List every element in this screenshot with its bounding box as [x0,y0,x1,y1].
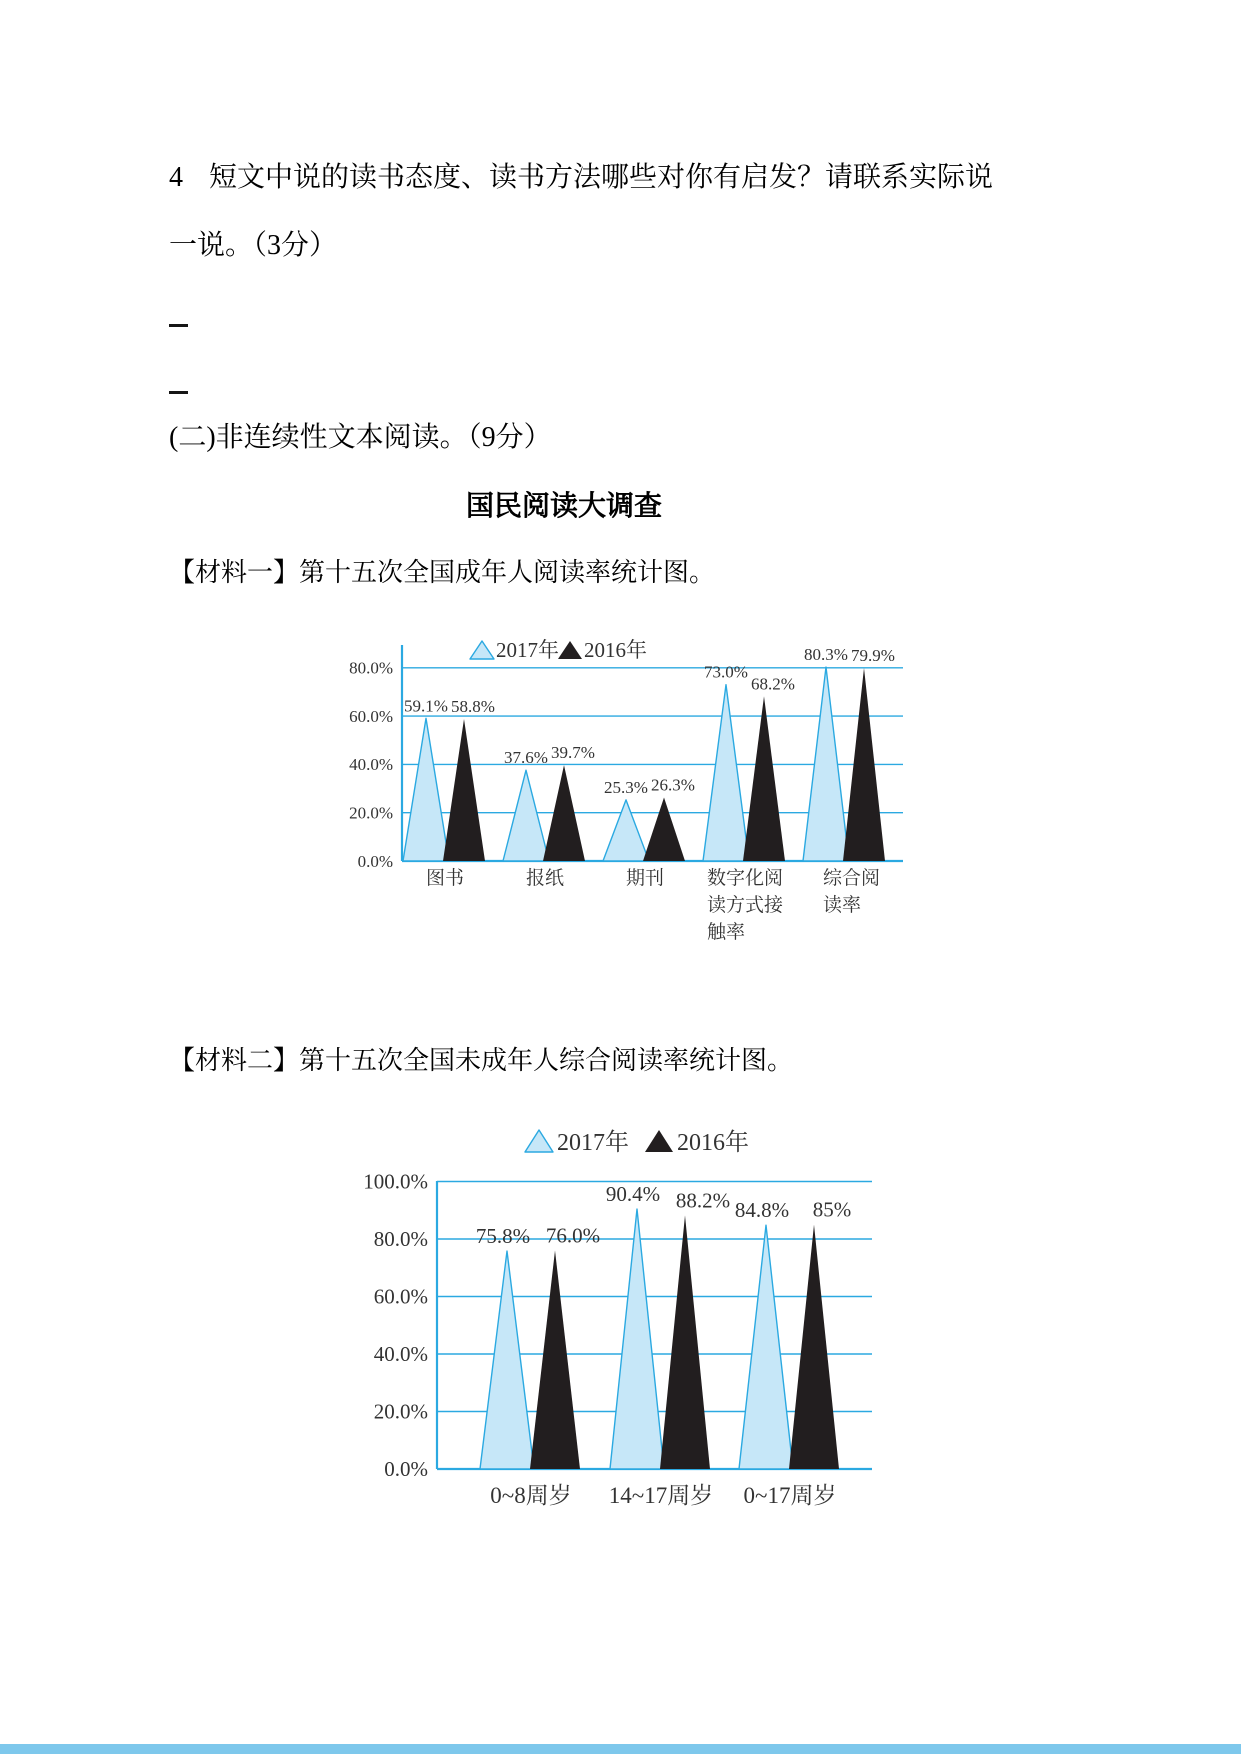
y-tick-label: 40.0% [373,1342,428,1367]
category-label: 读方式接 [707,895,784,916]
legend-label: 2016年 [677,1130,749,1156]
triangle-mark [480,1251,534,1469]
category-label: 图书 [425,868,465,889]
legend-marker-triangle-2017年 [470,641,494,659]
page-bottom-band [0,1744,1241,1754]
legend-label: 2016年 [584,638,647,662]
triangle-mark [603,800,649,861]
value-label: 80.3% [804,645,848,665]
triangle-mark [610,1209,664,1469]
y-tick-label: 40.0% [349,755,393,775]
y-tick-label: 0.0% [384,1457,428,1482]
y-tick-label: 0.0% [357,851,393,871]
value-label: 68.2% [751,674,795,694]
triangle-mark [643,797,685,861]
adult-reading-rate-chart [320,600,940,990]
triangle-mark [503,770,549,861]
y-tick-label: 20.0% [349,803,393,823]
legend-marker-triangle-2017年 [525,1130,553,1152]
material-1-heading: 【材料一】第十五次全国成年人阅读率统计图。 [169,558,716,587]
triangle-mark [703,685,749,861]
survey-title: 国民阅读大调查 [465,491,662,522]
legend-marker-triangle-2016年 [645,1130,673,1152]
chart1-svg [320,600,940,990]
triangle-mark [743,696,785,861]
material-2-heading: 【材料二】第十五次全国未成年人综合阅读率统计图。 [169,1046,794,1075]
section-heading: (二)非连续性文本阅读。（9分） [169,422,552,453]
question-number: 4 [169,162,183,193]
value-label: 26.3% [651,775,695,795]
category-label: 期刊 [625,868,665,889]
question-4-line1 [169,158,993,198]
triangle-mark [530,1251,580,1470]
legend-label: 2017年 [496,638,559,662]
triangle-mark [789,1225,839,1469]
value-label: 58.8% [451,696,495,716]
value-label: 25.3% [604,777,648,797]
y-tick-label: 80.0% [349,658,393,678]
legend-marker-triangle-2016年 [558,641,582,659]
legend-label: 2017年 [557,1130,629,1156]
triangle-mark [443,719,485,861]
question-4-line2: 一说。（3分） [169,230,338,261]
answer-blank-line-2 [169,391,188,394]
category-label: 数字化阅 [707,868,784,889]
value-label: 39.7% [551,743,595,763]
minor-reading-rate-chart [340,1118,940,1540]
value-label: 76.0% [545,1223,601,1248]
y-tick-label: 100.0% [363,1169,428,1194]
category-label: 0~8周岁 [490,1483,572,1508]
value-label: 84.8% [734,1198,790,1223]
value-label: 85% [812,1197,852,1222]
category-label: 触率 [707,922,746,943]
category-label: 14~17周岁 [608,1483,714,1508]
chart2-svg [340,1118,940,1540]
question-text: 短文中说的读书态度、读书方法哪些对你有启发？请联系实际说 [209,162,994,193]
y-tick-label: 60.0% [349,706,393,726]
triangle-mark [403,718,449,861]
y-tick-label: 20.0% [373,1399,428,1424]
y-tick-label: 60.0% [373,1284,428,1309]
y-tick-label: 80.0% [373,1227,428,1252]
value-label: 79.9% [851,646,895,666]
category-label: 综合阅 [823,868,881,889]
value-label: 73.0% [704,662,748,682]
triangle-mark [739,1225,793,1469]
value-label: 37.6% [504,748,548,768]
value-label: 59.1% [404,696,448,716]
value-label: 90.4% [605,1182,661,1207]
triangle-mark [660,1215,710,1469]
value-label: 88.2% [675,1188,731,1213]
category-label: 读率 [823,895,862,916]
answer-blank-line-1 [169,324,188,327]
category-label: 报纸 [525,868,565,889]
category-label: 0~17周岁 [743,1483,837,1508]
value-label: 75.8% [475,1224,531,1249]
